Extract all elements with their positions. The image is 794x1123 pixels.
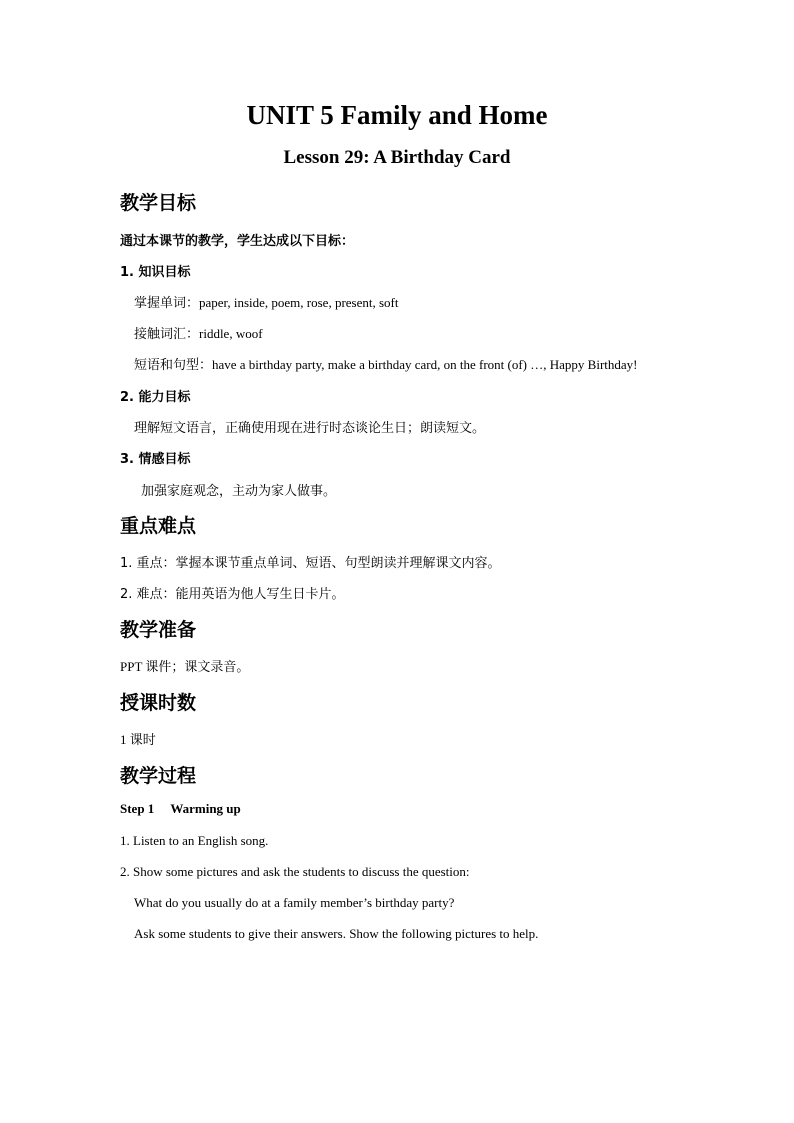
ability-label: 2. 能力目标 <box>120 390 191 405</box>
ability-text: 理解短文语言，正确使用现在进行时态谈论生日；朗读短文。 <box>134 421 486 436</box>
heading-process: 教学过程 <box>120 765 197 787</box>
emotion-label: 3. 情感目标 <box>120 452 191 467</box>
lesson-subtitle: Lesson 29: A Birthday Card <box>283 147 511 168</box>
key-point-1: 1. 重点：掌握本课节重点单词、短语、句型朗读并理解课文内容。 <box>120 556 501 571</box>
knowledge-vocab: 接触词汇：riddle, woof <box>134 326 263 341</box>
unit-title: UNIT 5 Family and Home <box>246 100 548 130</box>
heading-preparation: 教学准备 <box>120 619 197 641</box>
knowledge-phrases: 短语和句型：have a birthday party, make a birthday card, on the front (of) …, Happy Birthday! <box>134 357 638 372</box>
heading-hours: 授课时数 <box>120 692 197 714</box>
key-point-2: 2. 难点：能用英语为他人写生日卡片。 <box>120 587 345 602</box>
emotion-text: 加强家庭观念，主动为家人做事。 <box>141 484 337 499</box>
objectives-intro: 通过本课节的教学，学生达成以下目标： <box>120 234 355 249</box>
heading-key-points: 重点难点 <box>120 515 197 537</box>
process-question: What do you usually do at a family member’s birthday party? <box>134 895 455 910</box>
hours-text: 1 课时 <box>120 732 156 747</box>
process-item-2: 2. Show some pictures and ask the students to discuss the question: <box>120 864 470 879</box>
knowledge-words: 掌握单词：paper, inside, poem, rose, present, soft <box>134 295 399 310</box>
step-1-title: Step 1 Warming up <box>120 801 241 816</box>
heading-objectives: 教学目标 <box>120 192 197 214</box>
knowledge-label: 1. 知识目标 <box>120 265 191 280</box>
process-item-1: 1. Listen to an English song. <box>120 833 269 848</box>
process-instruction: Ask some students to give their answers. Show the following pictures to help. <box>134 926 539 941</box>
preparation-text: PPT 课件；课文录音。 <box>120 659 250 674</box>
